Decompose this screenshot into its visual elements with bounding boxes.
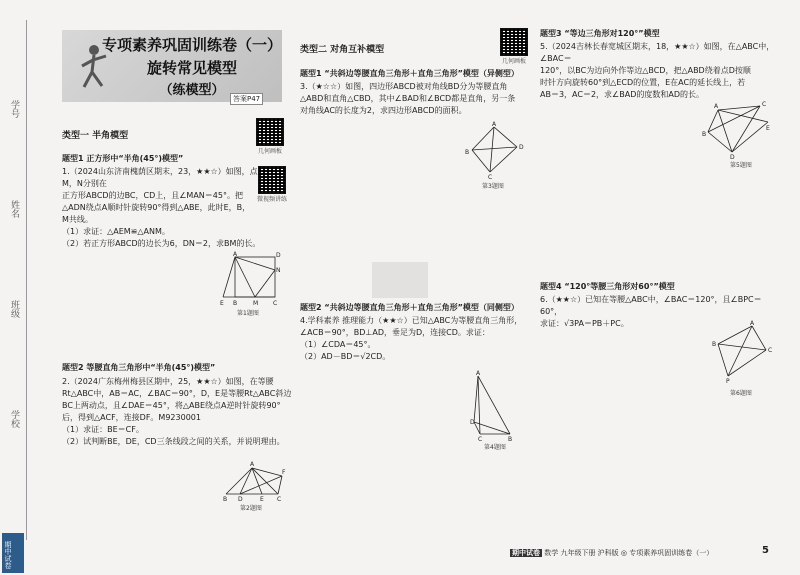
watermark-logo [370, 260, 430, 300]
svg-text:B: B [223, 496, 228, 503]
figure-caption: 第1题图 [237, 310, 259, 317]
svg-text:M: M [253, 300, 259, 307]
svg-text:C: C [273, 300, 278, 307]
qr-caption: 微视频讲练 [256, 196, 287, 203]
svg-text:F: F [282, 469, 286, 476]
svg-text:B: B [712, 341, 717, 348]
svg-text:D: D [519, 144, 524, 151]
svg-text:E: E [766, 125, 770, 132]
binding-line [26, 20, 27, 540]
page-footer [510, 548, 713, 558]
figure-caption: 第2题图 [240, 505, 262, 512]
svg-text:B: B [508, 436, 513, 443]
question-5: 5.（2024吉林长春宽城区期末，18，★★☆）如图，在△ABC中，∠BAC＝ 120°，以BC为边向外作等边△BCD，把△ABD绕着点D按顺 时针方向旋转60°到△ECD的位置，E在AC的延长线上，若 AB＝3，AC＝2，求∠BAD的度数和AD的长。 [540, 42, 775, 99]
svg-text:C: C [762, 101, 767, 108]
svg-text:D: D [238, 496, 243, 503]
question-1: 1.（2024山东济南槐荫区期末，23，★★☆）如图，点M，N分别在 正方形ABCD的边BC，CD上，且∠MAN＝45°。把 △ADN绕点A顺时针旋转90°得到△ABE，此时E，B， M共线。 （1）求证：△AEM≌△ANM。 （2）若正方形ABCD的边长为6，DN＝2，求BM的长。 [62, 167, 261, 248]
svg-text:C: C [277, 496, 282, 503]
qr-caption: 几何画板 [258, 148, 283, 155]
figure-3 [462, 121, 527, 181]
question-3: 3.（★☆☆）如图，四边形ABCD被对角线BD分为等腰直角 △ABD和直角△CBD，其中∠BAD和∠BCD都是直角，另一条 对角线AC的长度为2，求四边形ABCD的面积。 [300, 82, 516, 115]
model-heading: 题型1 “共斜边等腰直角三角形＋直角三角形”模型（异侧型） [300, 69, 519, 78]
figure-4 [470, 372, 515, 442]
model-heading: 题型1 正方形中“半角(45°)模型” [62, 154, 184, 163]
question-4: 4.学科素养 推理能力（★★☆）已知△ABC为等腰直角三角形， ∠ACB＝90°，BD⊥AD，垂足为D，连接CD。求证： （1）∠CDA＝45°。 （2）AD－BD＝√2CD。 [300, 316, 523, 361]
svg-text:C: C [478, 436, 483, 443]
svg-text:A: A [233, 251, 238, 258]
qr-code [258, 166, 286, 194]
model-heading: 题型2 “共斜边等腰直角三角形＋直角三角形”模型（同侧型） [300, 303, 519, 312]
page-number: 5 [762, 545, 769, 556]
svg-text:A: A [714, 103, 719, 110]
figure-caption: 第6题图 [730, 390, 752, 397]
figure-5 [702, 100, 772, 160]
figure-6 [712, 320, 772, 384]
svg-text:C: C [488, 174, 493, 181]
model-heading: 题型3 “等边三角形对120°”模型 [540, 29, 660, 38]
figure-2 [222, 462, 287, 502]
school-label: 学校 [9, 410, 19, 428]
svg-text:A: A [750, 320, 755, 327]
svg-text:A: A [476, 370, 481, 377]
question-6: 6.（★★☆）已知在等腰△ABC中，∠BAC＝120°，且∠BPC＝60°， 求证：√3PA＝PB＋PC。 [540, 295, 762, 328]
svg-text:B: B [702, 131, 707, 138]
figure-1 [218, 252, 283, 307]
section-heading: 类型一 半角模型 [62, 131, 129, 141]
svg-text:E: E [220, 300, 224, 307]
svg-text:P: P [726, 378, 730, 385]
model-heading: 题型4 “120°等腰三角形对60°”模型 [540, 282, 675, 291]
footer-text: 数学 九年级下册 沪科版 ◎ 专项素养巩固训练卷（一） [544, 549, 714, 557]
title-line-3: （练模型） [159, 83, 225, 98]
class-label: 班级 [9, 300, 19, 318]
svg-text:B: B [233, 300, 238, 307]
title-line-1: 专项素养巩固训练卷（一） [101, 36, 282, 54]
figure-caption: 第3题图 [482, 183, 504, 190]
svg-text:N: N [276, 267, 281, 274]
title-banner [62, 30, 282, 102]
brand-text: 期中试卷 [4, 541, 12, 569]
name-label: 姓名 [9, 200, 19, 218]
svg-text:D: D [470, 419, 475, 426]
svg-text:A: A [250, 461, 255, 468]
answer-page-badge: 答案P47 [230, 93, 263, 105]
question-2: 2.（2024广东梅州梅县区期中，25，★★☆）如图，在等腰 Rt△ABC中，AB＝AC，∠BAC＝90°，D，E是等腰Rt△ABC斜边 BC上两动点，且∠DAE＝45°，将△ABE绕点A逆时针旋转90° 后，得到△ACF，连接DF。M9230001 （1）求证：BE＝CF。 （2）试判断BE，DE，CD三条线段之间的关系，并说明理由。 [62, 377, 292, 446]
svg-text:C: C [768, 347, 773, 354]
svg-text:B: B [465, 149, 470, 156]
footer-brand: 期中试卷 [512, 549, 540, 557]
binding-margin [0, 0, 50, 575]
svg-text:E: E [260, 496, 264, 503]
qr-code [500, 28, 528, 56]
qr-code [256, 118, 284, 146]
student-id-label: 学号 [9, 100, 19, 118]
figure-caption: 第4题图 [484, 444, 506, 451]
title-line-2: 旋转常见模型 [146, 59, 237, 77]
figure-caption: 第5题图 [730, 162, 752, 169]
model-heading: 题型2 等腰直角三角形中“半角(45°)模型” [62, 363, 216, 372]
svg-text:A: A [492, 121, 497, 128]
svg-text:D: D [730, 154, 735, 161]
qr-caption: 几何画板 [502, 58, 527, 65]
svg-text:D: D [276, 252, 281, 259]
section-heading: 类型二 对角互补模型 [300, 45, 385, 55]
